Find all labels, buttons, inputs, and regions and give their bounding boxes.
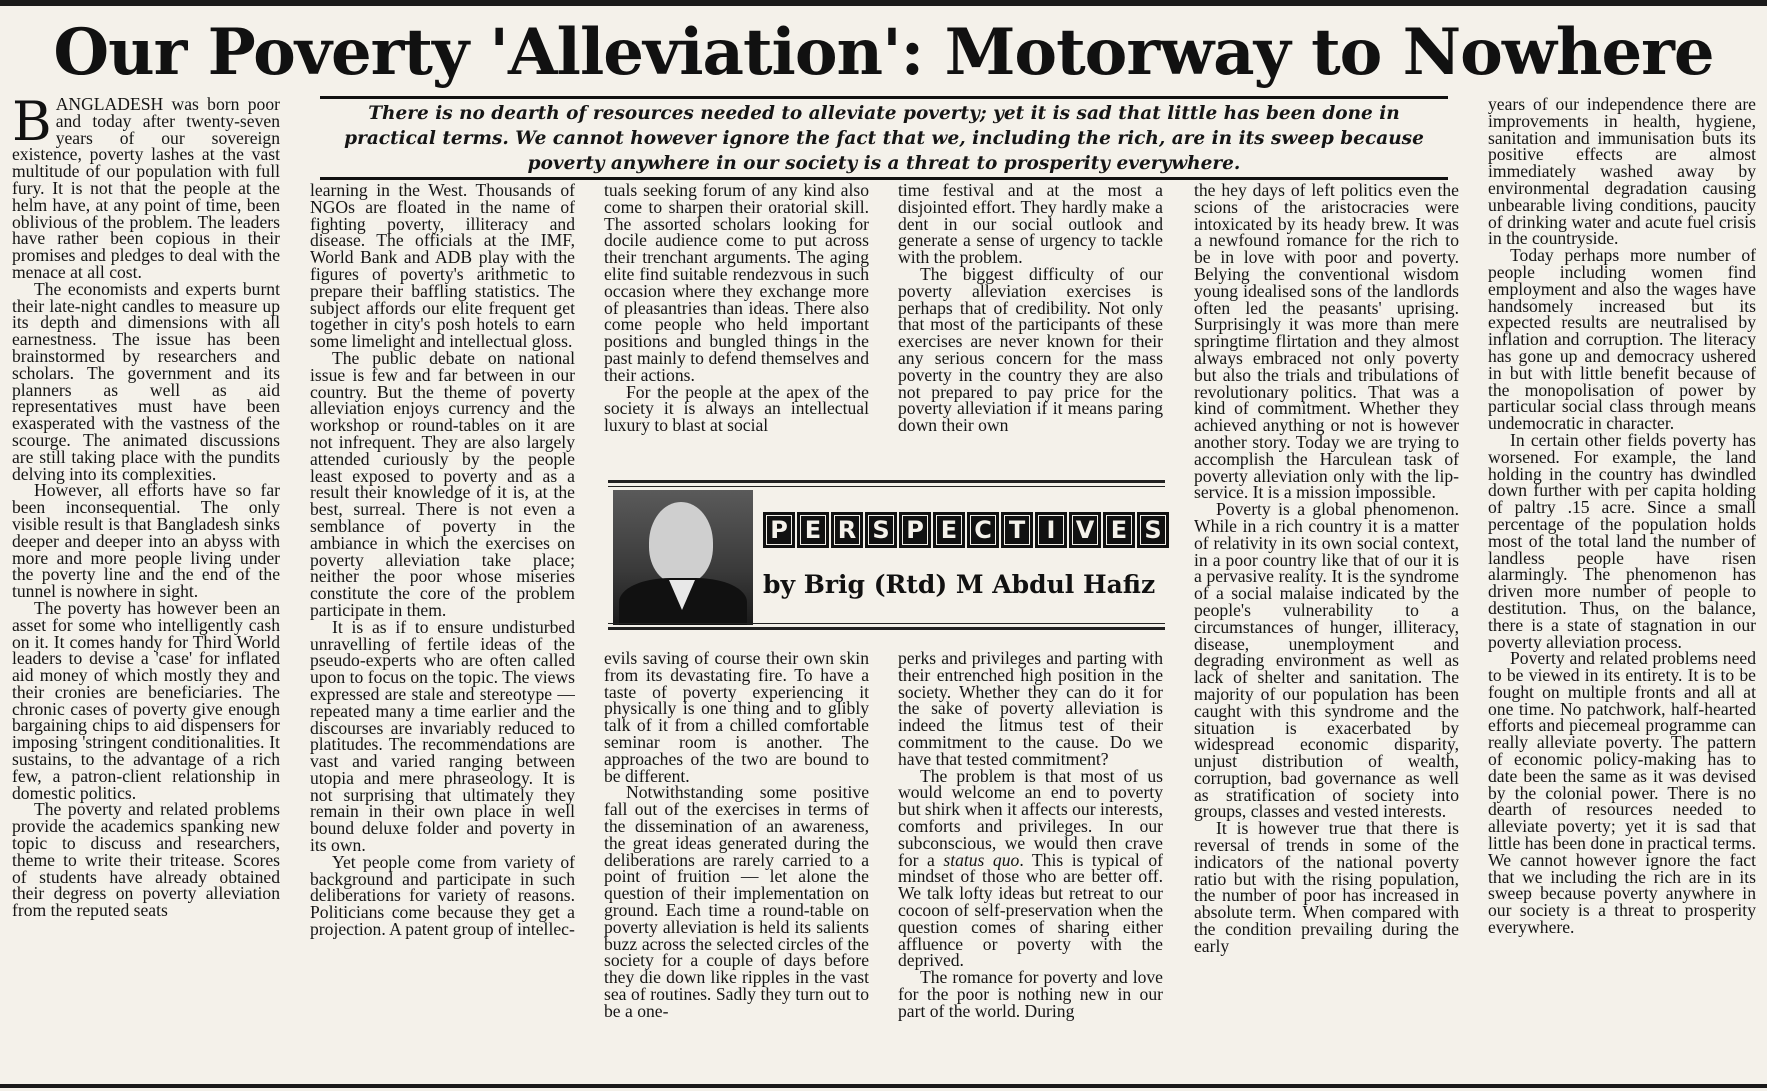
paragraph: The poverty and related problems provide the academics spanking new topic to discuss and researchers, theme to write their tritease. Scores of students have already obtained their degress on poverty alleviation from the reputed seats	[12, 799, 280, 921]
box-rule-bottom	[608, 627, 1165, 630]
paragraph: The poverty has however been an asset for some who intelligently cash on it. It comes handy for Third World leaders to devise a 'case' for inflated aid money of which mostly they and their cronies are beneficiaries. The chronic cases of poverty give enough bargaining chips to aid dispensers for imposing 'stringent conditionalities. It sustains, to the advantage of a rich few, a patron-client relationship in domestic politics.	[12, 597, 280, 803]
label-letter: R	[831, 512, 863, 548]
bottom-rule	[0, 1084, 1767, 1088]
paragraph: Poverty and related problems need to be viewed in its entirety. It is to be fought on multiple fronts and all at one time. No patchwork, half-hearted efforts and piecemeal programme can really alleviate poverty. The pattern of economic policy-making has to date been the same as it was devised by the colonial power. There is no dearth of resources needed to alleviate poverty; yet it is sad that little has been done in practical terms. We cannot however ignore the fact that we including the rich are in its sweep because poverty anywhere in our society is a threat to prosperity everywhere.	[1488, 648, 1756, 938]
paragraph: It is however true that there is reversal of trends in some of the indicators of the national poverty ratio but with the rising population, the number of poor has increased in absolute term. When compared with the condition prevailing during the early	[1194, 818, 1459, 956]
paragraph: Yet people come from variety of background and participate in such deliberations for variety of reasons. Politicians come because they get a projection. A patent group of intellec-	[310, 851, 575, 940]
paragraph: the hey days of left politics even the scions of the aristocracies were intoxicated by its heady brew. It was a newfound romance for the rich to be in love with poor and poverty. Belying the conventional wisdom young idealised sons of the landlords often led the peasants' uprising. Surprisingly it was more than mere springtime flirtation and they almost always embraced not only poverty but also the trials and tribulations of revolutionary politics. That was a kind of commitment. Whether they achieved anything or not is however another story. Today we are trying to accomplish the Harculean task of poverty alleviation only with the lip-service. It is a mission impossible.	[1194, 182, 1459, 503]
paragraph: In certain other fields poverty has worsened. For example, the land holding in the country has dwindled down further with per capita holding of paltry .15 acre. Since a small percentage of the population holds most of the total land the number of landless people have risen alarmingly. The phenomenon has driven more number of people to destitution. Thus, on the balance, there is a state of stagnation in our poverty alleviation process.	[1488, 429, 1756, 652]
label-letter: T	[1001, 512, 1033, 548]
label-letter: P	[763, 512, 795, 548]
label-letter: E	[933, 512, 965, 548]
column-4-bottom	[898, 650, 1163, 1076]
column-2	[310, 182, 575, 1076]
column-5	[1194, 182, 1459, 1076]
column-6	[1488, 96, 1756, 1076]
label-letter: E	[797, 512, 829, 548]
box-rule-bottom-thin	[608, 623, 1165, 624]
top-rule	[0, 0, 1767, 6]
label-letter: C	[967, 512, 999, 548]
paragraph: However, all efforts have so far been inconsequential. The only visible result is that Bangladesh sinks deeper and deeper into an abyss with more and more people living under the poverty line and the end of the tunnel is nowhere in sight.	[12, 480, 280, 602]
paragraph: Poverty is a global phenomenon. While in a rich country it is a matter of relativity in its own social context, in a poor country like that of our it is a pervasive reality. It is the syndrome of a social malaise indicated by the people's vulnerability to a circumstances of hunger, illiteracy, disease, unemployment and degrading environment as well as lack of shelter and sanitation. The majority of our population has been caught with this syndrome and the situation is exacerbated by widespread economic disparity, unjust distribution of wealth, corruption, bad governance as well as stratification of society into groups, classes and vested interests.	[1194, 499, 1459, 822]
paragraph: Today perhaps more number of people including women find employment and also the wages have handsomely increased but its expected results are neutralised by inflation and corruption. The literacy has gone up and democracy ushered in but with little benefit because of the monopolisation of power by particular social class through means undemocratic in character.	[1488, 245, 1756, 434]
deck-pullquote	[320, 96, 1448, 180]
label-letter: S	[865, 512, 897, 548]
paragraph: perks and privileges and parting with their entrenched high position in the society. Whether they can do it for the sake of poverty alleviation is indeed the litmus test of their commitment to the cause. Do we have that tested commitment?	[898, 650, 1163, 769]
label-letter: V	[1069, 512, 1101, 548]
paragraph: evils saving of course their own skin from its devastating fire. To have a taste of poverty experiencing it physically is one thing and to glibly talk of it from a chilled comfortable seminar room is another. The approaches of the two are bound to be different.	[604, 650, 869, 786]
label-letter: S	[1137, 512, 1169, 548]
paragraph: The public debate on national issue is few and far between in our country. But the theme of poverty alleviation enjoys currency and the workshop or round-tables on it are not infrequent. They are also largely attended curiously by the people least exposed to poverty and as a result their knowledge of it is, at the best, surreal. There is not even a semblance of poverty in the ambiance in which the exercises on poverty alleviation take place; neither the poor whose miseries constitute the core of the problem participate in them.	[310, 347, 575, 620]
drop-cap: B	[12, 96, 52, 153]
paragraph: It is as if to ensure undisturbed unravelling of fertile ideas of the pseudo-experts who are often called upon to focus on the topic. The views expressed are stale and stereotype — repeated many a time earlier and the discourses are invariably reduced to platitudes. The recommendations are vast and varied ranging between utopia and mere phraseology. It is not surprising that ultimately they remain in their own place in well bound deluxe folder and poverty in its own.	[310, 616, 575, 856]
deck-text: There is no dearth of resources needed to alleviate poverty; yet it is sad that little has been done in practical terms. We cannot however ignore the fact that we, including the rich, are in its sweep because poverty anywhere in our society is a threat to prosperity everywhere.	[344, 103, 1424, 174]
paragraph: The economists and experts burnt their late-night candles to measure up its depth and dimensions with all earnestness. The issue has been brainstormed by researchers and scholars. The government and its planners as well as aid representatives must have been exasperated with the vastness of the scourge. The animated discussions are still taking place with the pundits delving into its complexities.	[12, 278, 280, 484]
label-letter: E	[1103, 512, 1135, 548]
paragraph: ANGLADESH was born poor and today after twenty-seven years of our sovereign existence, poverty lashes at the vast multitude of our population with full fury. It is not that the people at the helm have, at any point of time, been oblivious of the problem. The leaders have rather been copious in their promises and pledges to deal with the menace at all cost.	[12, 96, 280, 282]
perspectives-box	[608, 480, 1165, 630]
italic-phrase: status quo	[943, 849, 1020, 870]
column-1	[12, 96, 280, 1076]
paragraph: Notwithstanding some positive fall out of the exercises in terms of the dissemination of an awareness, the great ideas generated during the deliberations are rarely carried to a point of fruition — let alone the question of their implementation on ground. Each time a round-table on poverty alleviation is held its salients buzz across the selected circles of the society for a couple of days before they die down like ripples in the vast sea of routines. Sadly they turn out to be a one-	[604, 782, 869, 1021]
paragraph: The romance for poverty and love for the poor is nothing new in our part of the world. During	[898, 967, 1163, 1021]
paragraph: years of our independence there are improvements in health, hygiene, sanitation and immunisation buts its positive effects are almost immediately washed away by environmental degradation causing unbearable living conditions, paucity of drinking water and acute fuel crisis in the countryside.	[1488, 96, 1756, 249]
headline: Our Poverty 'Alleviation': Motorway to Nowhere	[53, 15, 1714, 90]
paragraph: time festival and at the most a disjointed effort. They hardly make a dent in our social outlook and generate a sense of urgency to tackle with the problem.	[898, 182, 1163, 268]
paragraph: The problem is that most of us would welcome an end to poverty but shirk when it affects our interests, comforts and privileges. In our subconscious, we would then crave for a status quo. This is typical of mindset of those who are better off. We talk lofty ideas but retreat to our cocoon of self-preservation when the question comes of sharing either affluence or poverty with the deprived.	[898, 765, 1163, 971]
column-3-bottom	[604, 650, 869, 1076]
label-letter: I	[1035, 512, 1067, 548]
paragraph: The biggest difficulty of our poverty alleviation exercises is perhaps that of credibility. Not only that most of the participants of these exercises are never known for their any serious concern for the mass poverty in the country they are also not prepared to pay price for the poverty alleviation if it means paring down their own	[898, 263, 1163, 436]
paragraph: learning in the West. Thousands of NGOs are floated in the name of fighting poverty, illiteracy and disease. The officials at the IMF, World Bank and ADB play with the figures of poverty's arithmetic to prepare their baffling statistics. The subject affords our elite frequent get together in city's posh hotels to earn some limelight and intellectual gloss.	[310, 182, 575, 352]
paragraph: For the people at the apex of the society it is always an intellectual luxury to blast at social	[604, 381, 869, 436]
box-rule-top	[608, 480, 1165, 483]
byline: by Brig (Rtd) M Abdul Hafiz	[763, 570, 1156, 599]
column-4-top	[898, 182, 1163, 472]
paragraph: tuals seeking forum of any kind also come to sharpen their oratorial skill. The assorted scholars looking for docile audience come to put across their trenchant arguments. The aging elite find suitable rendezvous in such occasion where they exchange more of pleasantries than ideas. There also come people who held important positions and bungled things in the past mainly to defend themselves and their actions.	[604, 182, 869, 385]
label-letter: P	[899, 512, 931, 548]
author-photo	[613, 490, 753, 625]
column-3-top	[604, 182, 869, 472]
perspectives-label	[763, 512, 1169, 548]
box-rule-top-thin	[608, 486, 1165, 487]
